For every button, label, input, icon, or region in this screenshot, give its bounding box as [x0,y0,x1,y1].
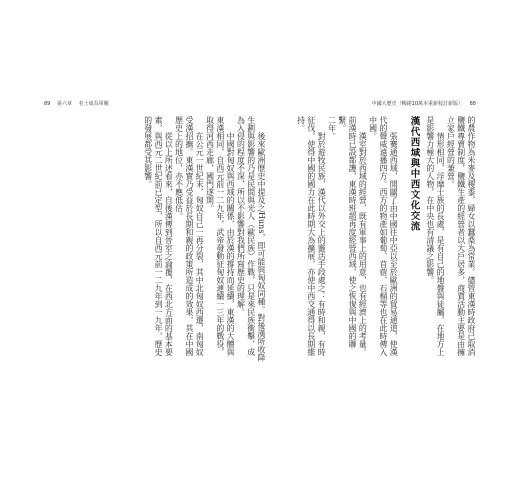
left-page-number: 89 [44,101,51,107]
left-paragraph: 中國對匈奴與西域的關係，由於漢的撐持而延續，東漢的大體與東漢相同，自西元前一二九年，武帝發動征匈奴連續一三年的戰役，取得河西走廊，國門遂開。 [205,116,236,356]
right-page-body [282,116,476,362]
left-running-head [44,100,114,107]
right-section-paragraph: 張騫通西域，開闢了由中國往中亞以至於歐洲的貿易通道，使漢代的聲威遠播四方。西方的物產如葡萄、苜蓿、石榴等也在此時傳入中國。 [368,116,399,356]
left-page-body [44,116,266,362]
right-intro-paragraph: 的農作物為米麥及稷黍，婦女以蠶桑為常業。儘管東漢時政府已取消鹽鐵專賣制度，鹽鐵生產的經營者以大戶居多，商賈活動主要是由擁立家戶經營的兼營。 [446,116,476,356]
left-chapter-label: 第六章 [56,101,72,107]
left-paragraph: 在公元一世紀末，匈奴自己一再分裂，其中北匈奴西遷，南匈奴受漢招撫。東漢實乃受益於長期和親的政策所造成的效果，其在中國歷史上的地位，亦不應低估。 [174,116,205,356]
left-paragraph: 從以上所述看來，自後漢傳到晉室之淪覆，在西北方面的基本要素，與西元二世紀前已定型，所以自西元前一二九年到一九年，歷史的發展都受其影響。 [143,116,174,356]
right-section-paragraph: 二年。 [327,116,337,140]
left-chapter-title: 名士成為軍閥 [78,101,109,107]
right-section-paragraph: 漢室對於西域的經營，既有軍事上的用意，也有經濟上的考量。前漢時已設都護，東漢時班超再度經營西域，使之恢復與中國的聯繫。 [337,116,368,356]
right-intro-paragraph: 情形相同，浮靡士族的長處，是有自己的地盤與徒屬，在地方上是影響力極大的人物，在中央也有清議之影響。 [425,116,446,356]
section-heading: 漢代西域與中西文化交流 [408,116,420,232]
right-section-paragraph: 對於遊牧民族，漢代以外交上的靈活手段處之：有時和親，有時征伐，使得中國的國力在此時期大為擴展，亦使中西交通得以長期維持。 [296,116,327,356]
right-running-head [367,100,476,107]
right-book-title: 中國大歷史（暢銷10萬本重新校訂新版） [371,101,464,107]
right-page-number: 88 [469,101,476,107]
left-paragraph: 後來歐洲歷史中提及之Huns，即可能與匈奴同種。對後漢所收降生劃與影響的乃是民間與光人（歐民族）作戰，只是來民族衝擊，成為入侵的程度不深，所以不影響對我們所寫歷史的理解。 [236,116,266,362]
